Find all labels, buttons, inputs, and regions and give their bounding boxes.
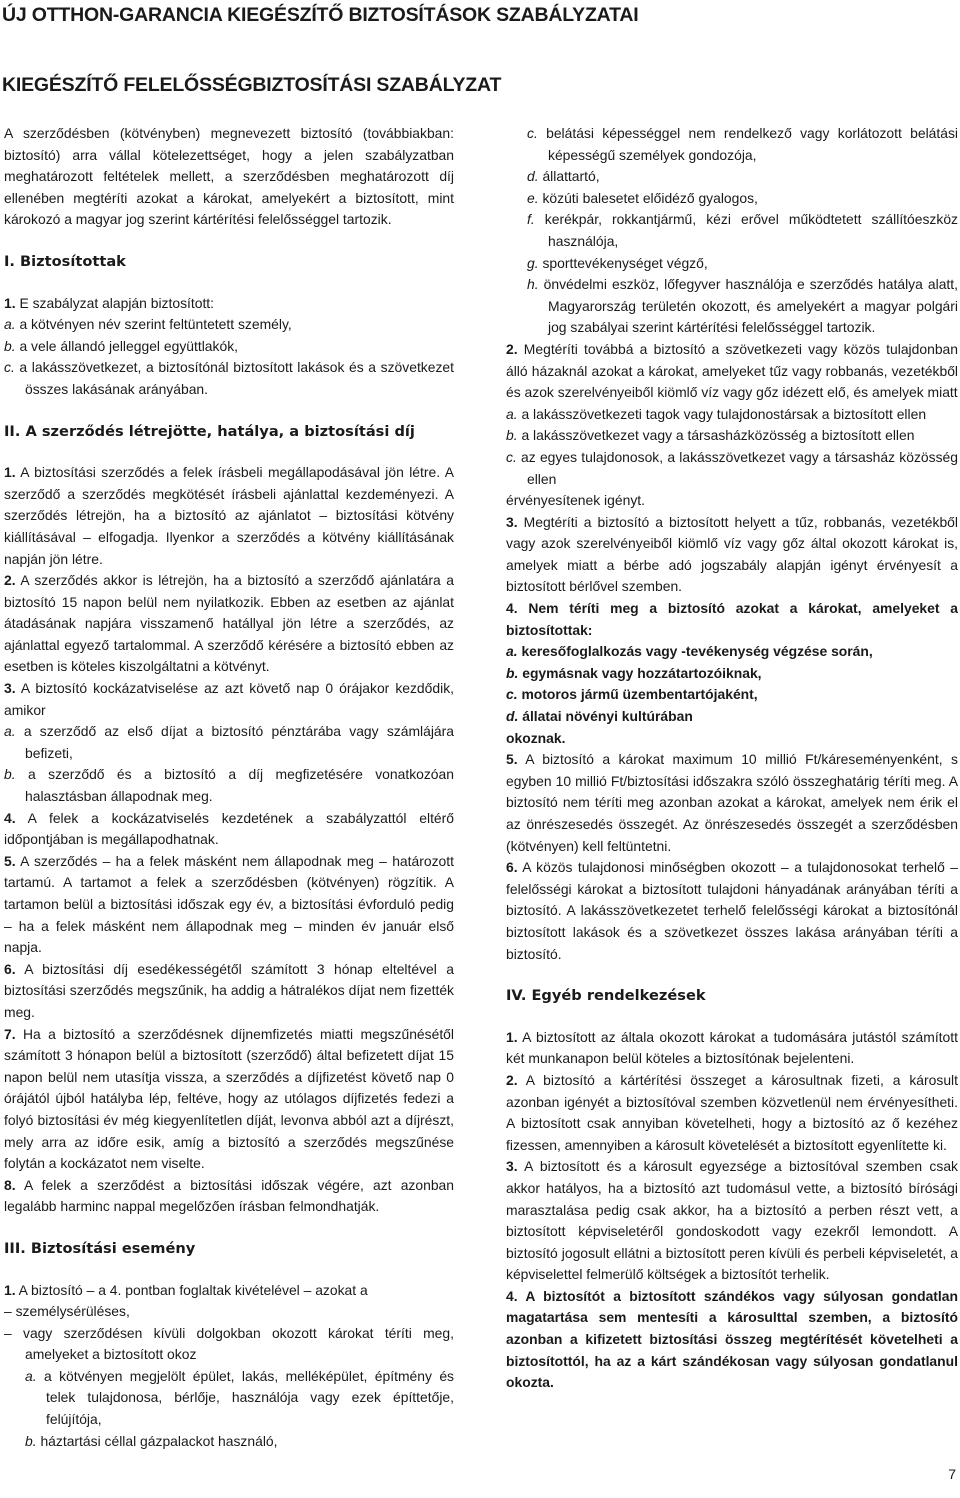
right-column <box>506 123 958 1394</box>
list-item: c. motoros jármű üzembentartójaként, <box>506 686 758 703</box>
intro-paragraph: A szerződésben (kötvényben) megnevezett biztosító (továbbiakban: biztosító) arra vállal kötelezettséget, hogy a jelen szabályzatban meghatározott feltételek mellett, a szerződésben meghatározott díj ellenében megtéríti azokat a károkat, amelyekért a biztosított, mint károkozó a magyar jog szerint kártérítési felelősséggel tartozik. <box>4 125 454 228</box>
list-item: f. kerékpár, rokkantjármű, kézi erővel működtetett szállítóeszköz használója, <box>527 211 958 249</box>
list-item: c. belátási képességgel nem rendelkező vagy korlátozott belátási képességű személyek gondozója, <box>527 125 958 163</box>
section-3-paragraph-3: 3. Megtéríti a biztosító a biztosított helyett a tűz, robbanás, vezetékből vagy azok szerelvényeiből kiömlő víz vagy gőz által okozott károkat is, amelyek miatt a bérbe adó jogszabály alapján igényt érvényesít a biztosított bérlővel szemben. <box>506 513 958 595</box>
section-3-paragraph-2-tail: érvényesítenek igényt. <box>506 492 645 509</box>
list-item: g. sporttevékenységet végző, <box>527 254 708 271</box>
dash-item: – személysérüléses, <box>4 1303 130 1320</box>
list-item: e. közúti balesetet előidéző gyalogos, <box>527 189 758 206</box>
list-item: h. önvédelmi eszköz, lőfegyver használója e szerződés hatálya alatt, Magyarország területén okozott, és amelyekért a magyar polgári jog szabályai szerint kártérítési felelősséggel tartozik. <box>527 276 958 336</box>
list-item: d. állatai növényi kultúrában <box>506 708 693 725</box>
section-3-paragraph-2: 2. Megtéríti továbbá a biztosító a szövetkezeti vagy közös tulajdonban álló házaknál azokat a károkat, amelyeket tűz vagy robbanás, vezetékből és azok szerelvényeiből kiömlő víz vagy gőz idézett elő, és amelyek miatt <box>506 340 958 401</box>
section-2-paragraph-2: 2. A szerződés akkor is létrejön, ha a biztosító a szerződő ajánlatára a biztosító 15 napon belül nem nyilatkozik. Ebben az esetben az ajánlat átadásának napjára visszamenő hatállyal jön létre a szerződés, az ajánlattal egyező tartalommal. A szerződő kérésére a biztosító ebben az esetben is köteles kiszolgáltatni a kötvényt. <box>4 572 454 675</box>
section-4-paragraph-4: 4. A biztosítót a biztosított szándékos vagy súlyosan gondatlan magatartása sem mentesíti a károsulttal szemben, a biztosító azonban a kifizetett biztosítási összeg megtérítését követelheti a biztosítottól, ha az a kárt szándékosan vagy súlyosan gondatlanul okozta. <box>506 1287 958 1391</box>
list-item: a. a szerződő az első díjat a biztosító pénztárába vagy számlájára befizeti, <box>4 723 454 761</box>
page-number: 7 <box>948 1466 956 1482</box>
dash-item: – vagy szerződésen kívüli dolgokban okozott károkat téríti meg, amelyeket a biztosított okoz <box>4 1324 454 1363</box>
section-1-heading: I. Biztosítottak <box>4 252 126 270</box>
section-4-paragraph-3: 3. A biztosított és a károsult egyezsége a biztosítóval szemben csak akkor hatályos, ha a biztosító azt tudomásul vette, a biztosító bírósági marasztalása pedig csak akkor, ha a biztosító a perben részt vett, a biztosított képviseletéről gondoskodott vagy ezekről lemondott. A biztosító jogosult ellátni a biztosított peren kívüli és perbeli képviseletét, a képviselettel felmerülő költségek a biztosítót terhelik. <box>506 1158 958 1283</box>
document-subtitle: KIEGÉSZÍTŐ FELELŐSSÉGBIZTOSÍTÁSI SZABÁLYZAT <box>2 74 502 96</box>
list-item: c. a lakásszövetkezet, a biztosítónál biztosított lakások és a szövetkezet összes lakásának arányában. <box>4 359 454 397</box>
document-title: ÚJ OTTHON-GARANCIA KIEGÉSZÍTŐ BIZTOSÍTÁSOK SZABÁLYZATAI <box>2 4 639 26</box>
list-item: b. egymásnak vagy hozzátartozóiknak, <box>506 664 762 681</box>
list-item: b. a szerződő és a biztosító a díj megfizetésére vonatkozóan halasztásban állapodnak meg. <box>4 766 454 805</box>
section-3-paragraph-6: 6. A közös tulajdonosi minőségben okozott – a tulajdonosokat terhelő – felelősségi károkat a biztosított tulajdoni hányadának arányában téríti a biztosító. A lakásszövetkezetet terhelő felelősségi károkat a biztosítónál biztosított lakások és a szövetkezet összes lakása arányában téríti a biztosító. <box>506 859 958 962</box>
section-2-paragraph-3: 3. A biztosító kockázatviselése az azt követő nap 0 órájakor kezdődik, amikor <box>4 680 454 718</box>
list-item: b. a vele állandó jelleggel együttlakók, <box>4 337 238 354</box>
section-2-paragraph-4: 4. A felek a kockázatviselés kezdetének a szabályzattól eltérő időpontjában is megállapodhatnak. <box>4 809 454 848</box>
section-4-paragraph-2: 2. A biztosító a kártérítési összeget a károsultnak fizeti, a károsult azonban igényét a biztosítóval szemben közvetlenül nem érvényesítheti. A biztosított csak annyiban követelheti, hogy a biztosító az ő kezéhez fizessen, amennyiben a károsult követelését a biztosított egyenlítette ki. <box>506 1071 958 1153</box>
section-2-paragraph-1: 1. A biztosítási szerződés a felek írásbeli megállapodásával jön létre. A szerződő a szerződés megkötését írásbeli ajánlattal kezdeményezi. A szerződés létrejön, ha a biztosító az ajánlatot – biztosítási kötvény kiállításával – elfogadja. Ilyenkor a szerződés a kötvény kiállításának napján jön létre. <box>4 464 454 567</box>
section-2-paragraph-6: 6. A biztosítási díj esedékességétől számított 3 hónap elteltével a biztosítási szerződés megszűnik, ha addig a hátralékos díjat nem fizették meg. <box>4 960 454 1020</box>
section-2-paragraph-7: 7. Ha a biztosító a szerződésnek díjnemfizetés miatti megszűnésétől számított 3 hónapon belül a biztosított (szerződő) által befizetett díjat 15 napon belül nem utasítja vissza, a szerződés a díjfizetést követő nap 0 órájától újból hatályba lép, feltéve, hogy az utólagos díjfizetés fedezi a folyó biztosítási év még kiegyenlítetlen díját, levonva abból azt a díjrészt, mely arra az időre esik, amíg a biztosító a szerződés megszűnése folytán a kockázatot nem viselte. <box>4 1025 454 1172</box>
list-item: d. állattartó, <box>527 168 600 185</box>
section-3-paragraph-4: 4. Nem téríti meg a biztosító azokat a károkat, amelyeket a biztosítottak: <box>506 600 958 638</box>
list-item: a. keresőfoglalkozás vagy -tevékenység végzése során, <box>506 643 873 660</box>
list-item: a. a lakásszövetkezeti tagok vagy tulajdonostársak a biztosított ellen <box>506 405 927 422</box>
section-3-paragraph-4-tail: okoznak. <box>506 729 566 746</box>
list-item: b. háztartási céllal gázpalackot használó, <box>25 1432 278 1449</box>
section-2-paragraph-8: 8. A felek a szerződést a biztosítási időszak végére, azt azonban legalább harminc nappal megelőzően írásban felmondhatják. <box>4 1176 454 1215</box>
section-1-paragraph-1: 1. E szabályzat alapján biztosított: <box>4 294 215 311</box>
list-item: a. a kötvényen név szerint feltüntetett személy, <box>4 316 292 333</box>
list-item: b. a lakásszövetkezet vagy a társasházközösség a biztosított ellen <box>506 427 915 444</box>
section-3-paragraph-5: 5. A biztosító a károkat maximum 10 millió Ft/káreseményenként, s egyben 10 millió Ft/biztosítási időszakra szóló összeghatárig téríti meg. A biztosító nem téríti meg azonban azokat a károkat, amelyek nem érik el az önrészesedés összegét. Az önrészesedés összegét a szerződésben (kötvényen) kell feltüntetni. <box>506 751 958 854</box>
section-2-paragraph-5: 5. A szerződés – ha a felek másként nem állapodnak meg – határozott tartamú. A tartamot a felek a szerződésben (kötvényen) rögzítik. A tartamon belül a biztosítási időszak egy év, a biztosítási évforduló pedig – ha a felek másként nem állapodnak meg – minden év január első napja. <box>4 852 454 956</box>
section-4-heading: IV. Egyéb rendelkezések <box>506 987 706 1005</box>
section-2-heading: II. A szerződés létrejötte, hatálya, a biztosítási díj <box>4 422 415 440</box>
section-3-heading: III. Biztosítási esemény <box>4 1239 196 1257</box>
section-3-paragraph-1: 1. A biztosító – a 4. pontban foglaltak kivételével – azokat a <box>4 1281 368 1298</box>
left-column <box>4 123 454 1452</box>
list-item: a. a kötvényen megjelölt épület, lakás, melléképület, építmény és telek tulajdonosa, bérlője, használója vagy ezek építtetője, felújítója, <box>25 1367 454 1428</box>
section-4-paragraph-1: 1. A biztosított az általa okozott károkat a tudomására jutástól számított két munkanapon belül köteles a biztosítónak bejelenteni. <box>506 1028 958 1067</box>
list-item: c. az egyes tulajdonosok, a lakásszövetkezet vagy a társasház közösség ellen <box>506 448 958 487</box>
